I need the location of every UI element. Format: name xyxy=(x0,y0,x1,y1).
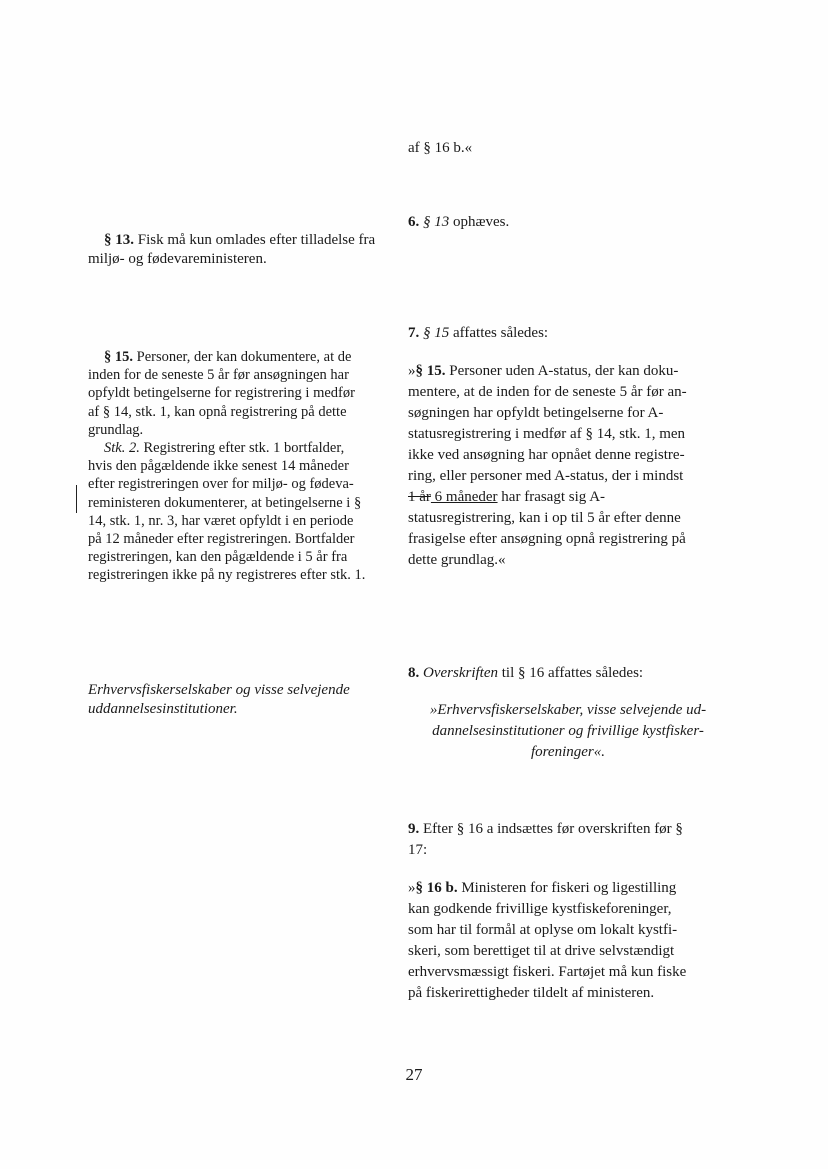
text-line: Personer uden A-status, der kan doku- xyxy=(445,363,679,379)
text-line: Personer, der kan dokumentere, at de xyxy=(133,349,352,365)
quote-mark: » xyxy=(408,880,416,896)
text-line: skeri, som berettiget til at drive selvstændigt xyxy=(408,943,675,959)
text-line: har frasagt sig A- xyxy=(497,489,606,505)
current-heading xyxy=(88,681,398,719)
amendment-item-9 xyxy=(408,819,728,1004)
current-section-13 xyxy=(88,231,393,269)
section-ref: § 15 xyxy=(423,325,450,341)
new-heading-text xyxy=(408,700,728,763)
text-line: Registrering efter stk. 1 bortfalder, xyxy=(139,440,345,457)
text-line: opfyldt betingelserne for registrering i medfør xyxy=(88,385,355,402)
text-line: mentere, at de inden for de seneste 5 år før an- xyxy=(408,384,687,400)
text-line: søgningen har opfyldt betingelserne for A- xyxy=(408,405,664,421)
text-line: statusregistrering, kan i op til 5 år efter denne xyxy=(408,510,681,526)
text-line: statusregistrering i medfør af § 14, stk. 1, men xyxy=(408,426,686,442)
item-text: til § 16 affattes således: xyxy=(497,665,644,681)
section-label: § 15. xyxy=(415,363,446,379)
text-line: af § 14, stk. 1, kan opnå registrering på dette xyxy=(88,403,347,420)
item-number: 9. xyxy=(408,821,420,837)
text-line: erhvervsmæssigt fiskeri. Fartøjet må kun fiske xyxy=(408,964,687,980)
text-line: Ministeren for fiskeri og ligestilling xyxy=(457,880,677,896)
new-section-16b-text xyxy=(408,878,728,1004)
text-line: Fisk må kun omlades efter tilladelse fra xyxy=(134,232,376,248)
amendment-item-7 xyxy=(408,324,728,571)
text-line: på 12 måneder efter registreringen. Bortfalder xyxy=(88,531,355,548)
text-line: på fiskerirettigheder tildelt af ministeren. xyxy=(408,985,655,1001)
text-line: Efter § 16 a indsættes før overskriften før § xyxy=(419,821,683,837)
text-line: ring, eller personer med A-status, der i mindst xyxy=(408,468,684,484)
quote-mark: » xyxy=(408,363,416,379)
section-ref: § 13 xyxy=(423,214,450,230)
text-line: 14, stk. 1, nr. 3, har været opfyldt i en periode xyxy=(88,512,354,529)
text-line: som har til formål at oplyse om lokalt kystfi- xyxy=(408,922,678,938)
section-label: § 15. xyxy=(104,349,133,365)
item-number: 6. xyxy=(408,214,420,230)
continuation-text xyxy=(408,139,472,158)
text-line: grundlag. xyxy=(88,421,144,438)
text-line: ikke ved ansøgning har opnået denne registre- xyxy=(408,447,685,463)
section-label: § 16 b. xyxy=(415,880,458,896)
amendment-item-8 xyxy=(408,664,728,763)
current-section-15 xyxy=(88,348,400,585)
section-ref: Overskriften xyxy=(423,665,498,681)
inserted-text: 6 måneder xyxy=(430,489,498,505)
text-line: efter registreringen over for miljø- og fødeva- xyxy=(88,476,354,493)
text-line: foreninger«. xyxy=(530,744,606,760)
text-line: miljø- og fødevareministeren. xyxy=(88,251,267,267)
item-text: affattes således: xyxy=(449,325,549,341)
item-text: ophæves. xyxy=(449,214,510,230)
text-line: Erhvervsfiskerselskaber og visse selvejende xyxy=(88,682,350,698)
amendment-item-6 xyxy=(408,213,509,232)
item-number: 7. xyxy=(408,325,420,341)
text-line: »Erhvervsfiskerselskaber, visse selvejende ud- xyxy=(429,702,707,718)
text-line: kan godkende frivillige kystfiskeforeninger, xyxy=(408,901,672,917)
text-line: inden for de seneste 5 år før ansøgningen har xyxy=(88,367,349,384)
change-marker-bar xyxy=(76,485,77,513)
text-line: registreringen, kan den pågældende i 5 år fra xyxy=(88,549,348,566)
struck-text: 1 år xyxy=(408,489,431,505)
text-line: hvis den pågældende ikke senest 14 måneder xyxy=(88,458,349,475)
item-number: 8. xyxy=(408,665,420,681)
section-label: § 13. xyxy=(104,232,134,248)
page-number: 27 xyxy=(405,1065,423,1084)
text-line: dannelsesinstitutioner og frivillige kystfisker- xyxy=(432,723,704,739)
text-line: registreringen ikke på ny registreres efter stk. 1. xyxy=(88,567,366,584)
text-line: uddannelsesinstitutioner. xyxy=(88,701,238,717)
text-line: dette grundlag.« xyxy=(408,552,506,568)
stk-label: Stk. 2. xyxy=(104,440,140,457)
text-line: 17: xyxy=(408,842,428,858)
text-line: reministeren dokumenterer, at betingelserne i § xyxy=(88,494,362,511)
new-section-15-text xyxy=(408,361,728,571)
continuation-line: af § 16 b.« xyxy=(408,140,473,156)
text-line: frasigelse efter ansøgning opnå registrering på xyxy=(408,531,686,547)
